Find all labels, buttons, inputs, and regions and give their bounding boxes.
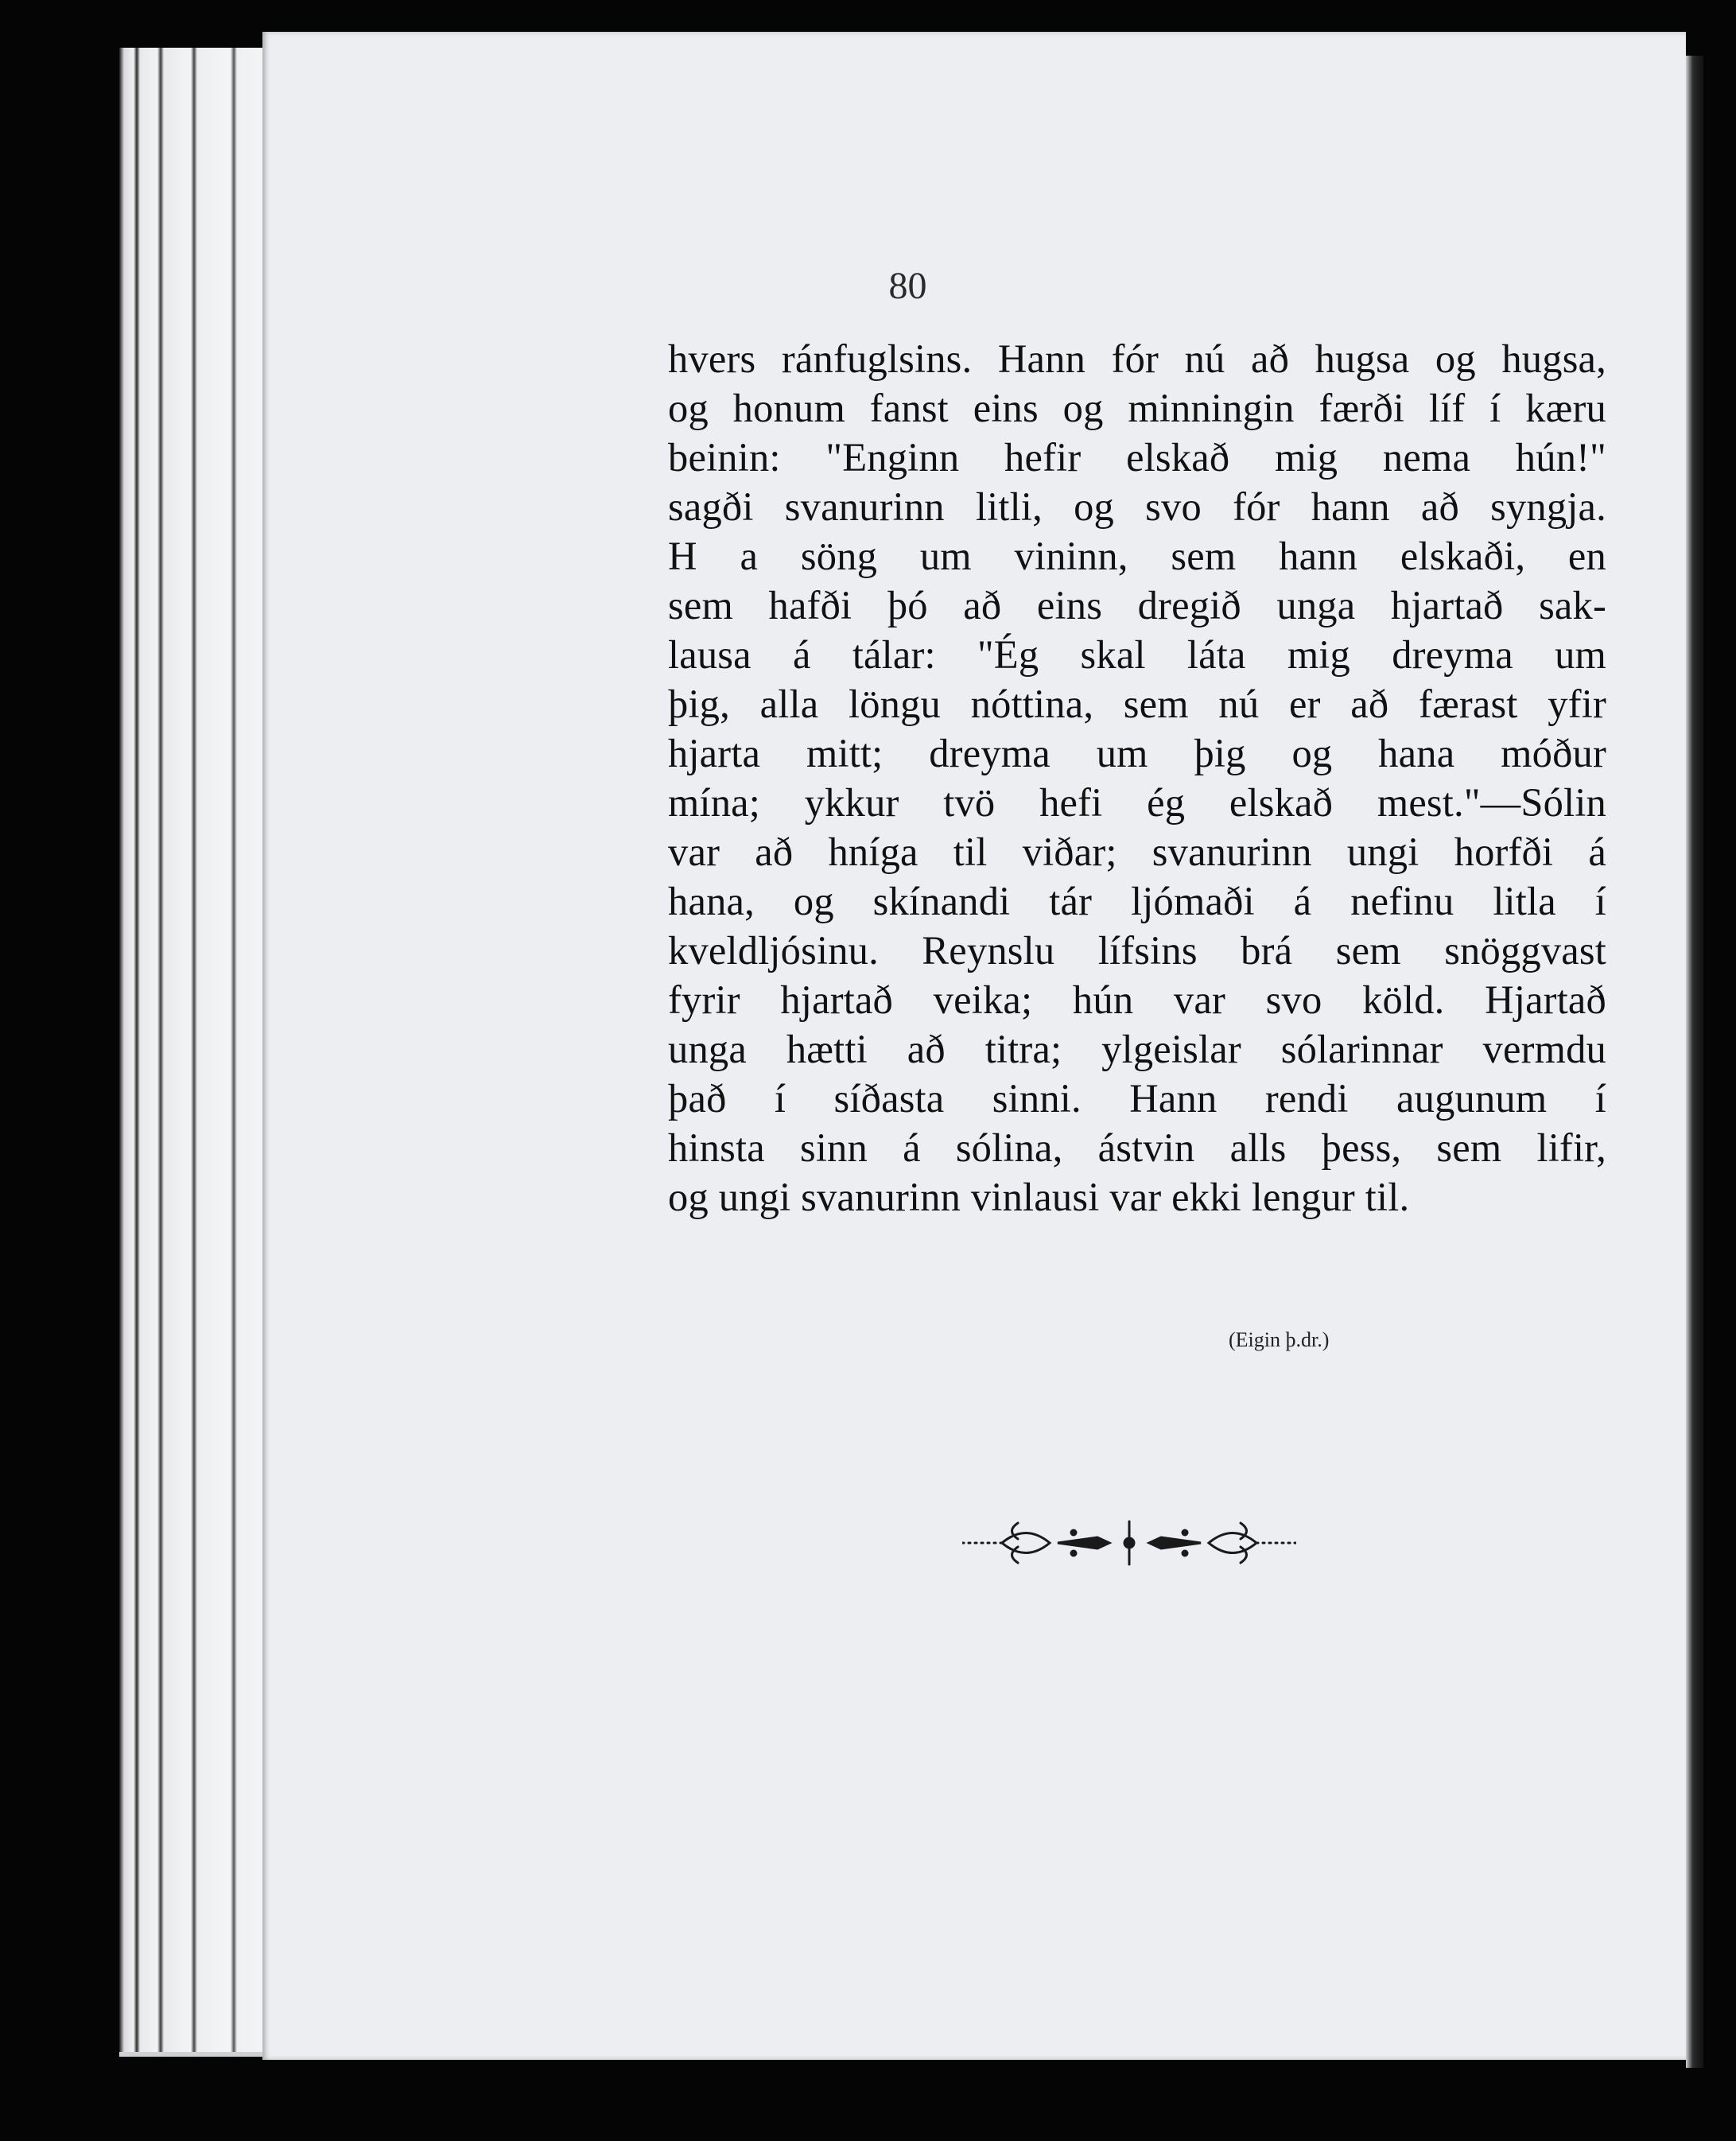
page-number: 80 bbox=[888, 265, 927, 307]
text-line: lausa á tálar: "Ég skal láta mig dreyma um bbox=[668, 632, 1606, 677]
body-text bbox=[668, 334, 1606, 1222]
text-line: hjarta mitt; dreyma um þig og hana móður bbox=[668, 731, 1606, 775]
text-line: hinsta sinn á sólina, ástvin alls þess, sem lifir, bbox=[668, 1125, 1606, 1170]
text-line: þig, alla löngu nóttina, sem nú er að færast yfir bbox=[668, 682, 1606, 726]
text-line: unga hætti að titra; ylgeislar sólarinnar vermdu bbox=[668, 1027, 1606, 1071]
text-line: H a söng um vininn, sem hann elskaði, en bbox=[668, 534, 1606, 578]
text-line: það í síðasta sinni. Hann rendi augunum í bbox=[668, 1076, 1606, 1121]
text-line: hana, og skínandi tár ljómaði á nefinu litla í bbox=[668, 879, 1606, 923]
text-line: kveldljósinu. Reynslu lífsins brá sem snöggvast bbox=[668, 928, 1606, 973]
text-line: sem hafði þó að eins dregið unga hjartað sak- bbox=[668, 583, 1606, 628]
book-spine-shadow bbox=[1686, 56, 1703, 2068]
stacked-page-edges bbox=[119, 48, 278, 2057]
text-line: hvers ránfuglsins. Hann fór nú að hugsa og hugsa, bbox=[668, 336, 1606, 381]
text-line: og ungi svanurinn vinlausi var ekki lengur til. bbox=[668, 1175, 1410, 1219]
text-line: sagði svanurinn litli, og svo fór hann að syngja. bbox=[668, 484, 1606, 529]
text-line: mína; ykkur tvö hefi ég elskað mest."—Sólin bbox=[668, 780, 1606, 825]
text-line: var að hníga til viðar; svanurinn ungi horfði á bbox=[668, 830, 1606, 874]
text-line: og honum fanst eins og minningin færði líf í kæru bbox=[668, 386, 1606, 430]
text-line: beinin: "Enginn hefir elskað mig nema hún!" bbox=[668, 435, 1606, 480]
text-line: fyrir hjartað veika; hún var svo köld. Hjartað bbox=[668, 977, 1606, 1022]
attribution-note: (Eigin þ.dr.) bbox=[1229, 1328, 1330, 1351]
decorative-flourish-icon bbox=[962, 1515, 1296, 1571]
